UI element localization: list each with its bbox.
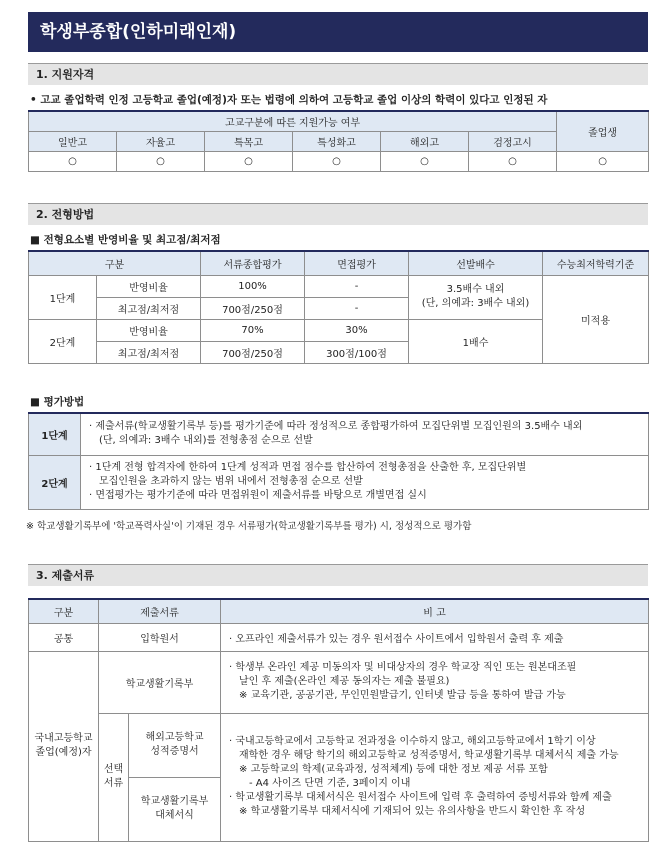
stage1-multiple [409,275,543,319]
page-title: 학생부종합(인하미래인재) [28,12,648,52]
optional-label-line: 선택 [103,764,124,775]
stage2-interview-score: 300점/100점 [305,341,409,363]
stage1-label: 1단계 [29,275,97,319]
domestic-graduate-label [29,651,99,841]
domestic-label-line: 국내고등학교 [34,733,93,744]
eligible-mark: ○ [469,151,557,171]
stage1-interview-ratio: - [305,275,409,297]
col-autonomous-school: 자율고 [117,131,205,151]
col-ged: 검정고시 [469,131,557,151]
stage1-multiple-line1: 3.5배수 내외 [446,284,505,295]
eligible-mark: ○ [293,151,381,171]
stage1-doc-score: 700점/250점 [201,297,305,319]
stage1-multiple-line2: (단, 의예과: 3배수 내외) [421,298,530,309]
col-overseas-school: 해외고 [381,131,469,151]
col-general-school: 일반고 [29,131,117,151]
eligible-mark: ○ [381,151,469,171]
section-eligibility-header: 1. 지원자격 [28,63,648,85]
eval-stage2-label: 2단계 [29,455,81,509]
graduate-header: 졸업생 [557,111,649,151]
eval-stage2-line: 모집인원을 초과하지 않는 범위 내에서 전형총점 순으로 선발 [99,476,363,487]
col-vocational-school: 특성화고 [293,131,381,151]
header-category: 구분 [29,251,201,275]
csat-value: 미적용 [543,275,649,363]
domestic-label-line: 졸업(예정)자 [35,747,92,758]
overseas-transcript [129,713,221,777]
evaluation-subheading: ■ 평가방법 [30,396,85,408]
header-csat-minimum: 수능최저학력기준 [543,251,649,275]
school-record-note-line: ※ 교육기관, 공공기관, 무인민원발급기, 인터넷 발급 등을 통하여 발급 가능 [239,690,566,701]
header-interview-eval: 면접평가 [305,251,409,275]
school-type-group-header: 고교구분에 따른 지원가능 여부 [29,111,557,131]
eval-stage1-line: (단, 의예과: 3배수 내외)를 전형총점 순으로 선발 [99,435,313,447]
section-selection-method-header: 2. 전형방법 [28,203,648,225]
eligible-mark: ○ [557,151,649,171]
eval-stage1-line: · 제출서류(학교생활기록부 등)를 평가기준에 따라 정성적으로 종합평가하여 모집단위별 모집인원의 3.5배수 내외 [89,421,583,433]
eval-stage2-desc [81,455,649,509]
optional-label-line: 서류 [103,778,124,789]
eligible-mark: ○ [205,151,293,171]
overseas-transcript-line: 해외고등학교 [145,732,204,743]
application-form-note: · 오프라인 제출서류가 있는 경우 원서접수 사이트에서 입학원서 출력 후 제출 [221,623,649,651]
section-documents-header: 3. 제출서류 [28,564,648,586]
optional-documents-label [99,713,129,841]
eligible-mark: ○ [29,151,117,171]
stage1-doc-ratio: 100% [201,275,305,297]
eval-stage2-line: · 1단계 전형 합격자에 한하여 1단계 성적과 면접 점수를 합산하여 전형총점을 산출한 후, 모집단위별 [89,462,527,473]
record-replacement-form [129,777,221,841]
school-violence-note: ※ 학교생활기록부에 '학교폭력사실'이 기재된 경우 서류평가(학교생활기록부를 평가) 시, 정성적으로 평가함 [26,521,472,532]
school-record-note-line: · 학생부 온라인 제공 미동의자 및 비대상자의 경우 학교장 직인 또는 원본대조필 [229,662,577,673]
school-record-notes [221,651,649,713]
eval-stage2-line: · 면접평가는 평가기준에 따라 면접위원이 제출서류를 바탕으로 개별면접 실시 [89,490,427,501]
doc-header-documents: 제출서류 [99,599,221,623]
doc-header-remarks: 비 고 [221,599,649,623]
eligibility-bullet: • 고교 졸업학력 인정 고등학교 졸업(예정)자 또는 법령에 의하여 고등학교 졸업 이상의 학력이 있다고 인정된 자 [30,94,548,106]
eval-stage1-label: 1단계 [29,413,81,455]
eligibility-table [28,110,649,172]
optional-documents-notes [221,713,649,841]
optional-note-line: 재학한 경우 해당 학기의 해외고등학교 성적증명서, 학교생활기록부 대체서식 제출 가능 [239,750,619,761]
header-document-eval: 서류종합평가 [201,251,305,275]
documents-table [28,598,649,842]
ratio-table [28,250,649,364]
eligible-mark: ○ [117,151,205,171]
row-score-label: 최고점/최저점 [97,297,201,319]
overseas-transcript-line: 성적증명서 [150,746,199,757]
eval-stage1-desc [81,413,649,455]
optional-note-line: ※ 학교생활기록부 대체서식에 기재되어 있는 유의사항을 반드시 확인한 후 작성 [239,806,586,817]
row-ratio-label: 반영비율 [97,319,201,341]
stage2-label: 2단계 [29,319,97,363]
stage1-interview-score: - [305,297,409,319]
stage2-interview-ratio: 30% [305,319,409,341]
optional-note-line: · 국내고등학교에서 고등학교 전과정을 이수하지 않고, 해외고등학교에서 1학기 이상 [229,736,596,747]
replacement-form-line: 대체서식 [155,810,194,821]
stage2-doc-ratio: 70% [201,319,305,341]
stage2-doc-score: 700점/250점 [201,341,305,363]
common-label: 공통 [29,623,99,651]
optional-note-line: - A4 사이즈 단면 기준, 3페이지 이내 [249,778,411,789]
replacement-form-line: 학교생활기록부 [140,796,209,807]
row-score-label: 최고점/최저점 [97,341,201,363]
col-special-purpose-school: 특목고 [205,131,293,151]
stage2-multiple: 1배수 [409,319,543,363]
application-form: 입학원서 [99,623,221,651]
school-record: 학교생활기록부 [99,651,221,713]
optional-note-line: ※ 고등학교의 학제(교육과정, 성적체계) 등에 대한 정보 제공 서류 포함 [239,764,548,775]
ratio-subheading: ■ 전형요소별 반영비율 및 최고점/최저점 [30,234,221,246]
school-record-note-line: 날인 후 제출(온라인 제공 동의자는 제출 불필요) [239,676,450,687]
evaluation-table [28,412,649,510]
row-ratio-label: 반영비율 [97,275,201,297]
optional-note-line: · 학교생활기록부 대체서식은 원서접수 사이트에 입력 후 출력하여 증빙서류와 함께 제출 [229,792,612,803]
doc-header-category: 구분 [29,599,99,623]
header-selection-multiple: 선발배수 [409,251,543,275]
